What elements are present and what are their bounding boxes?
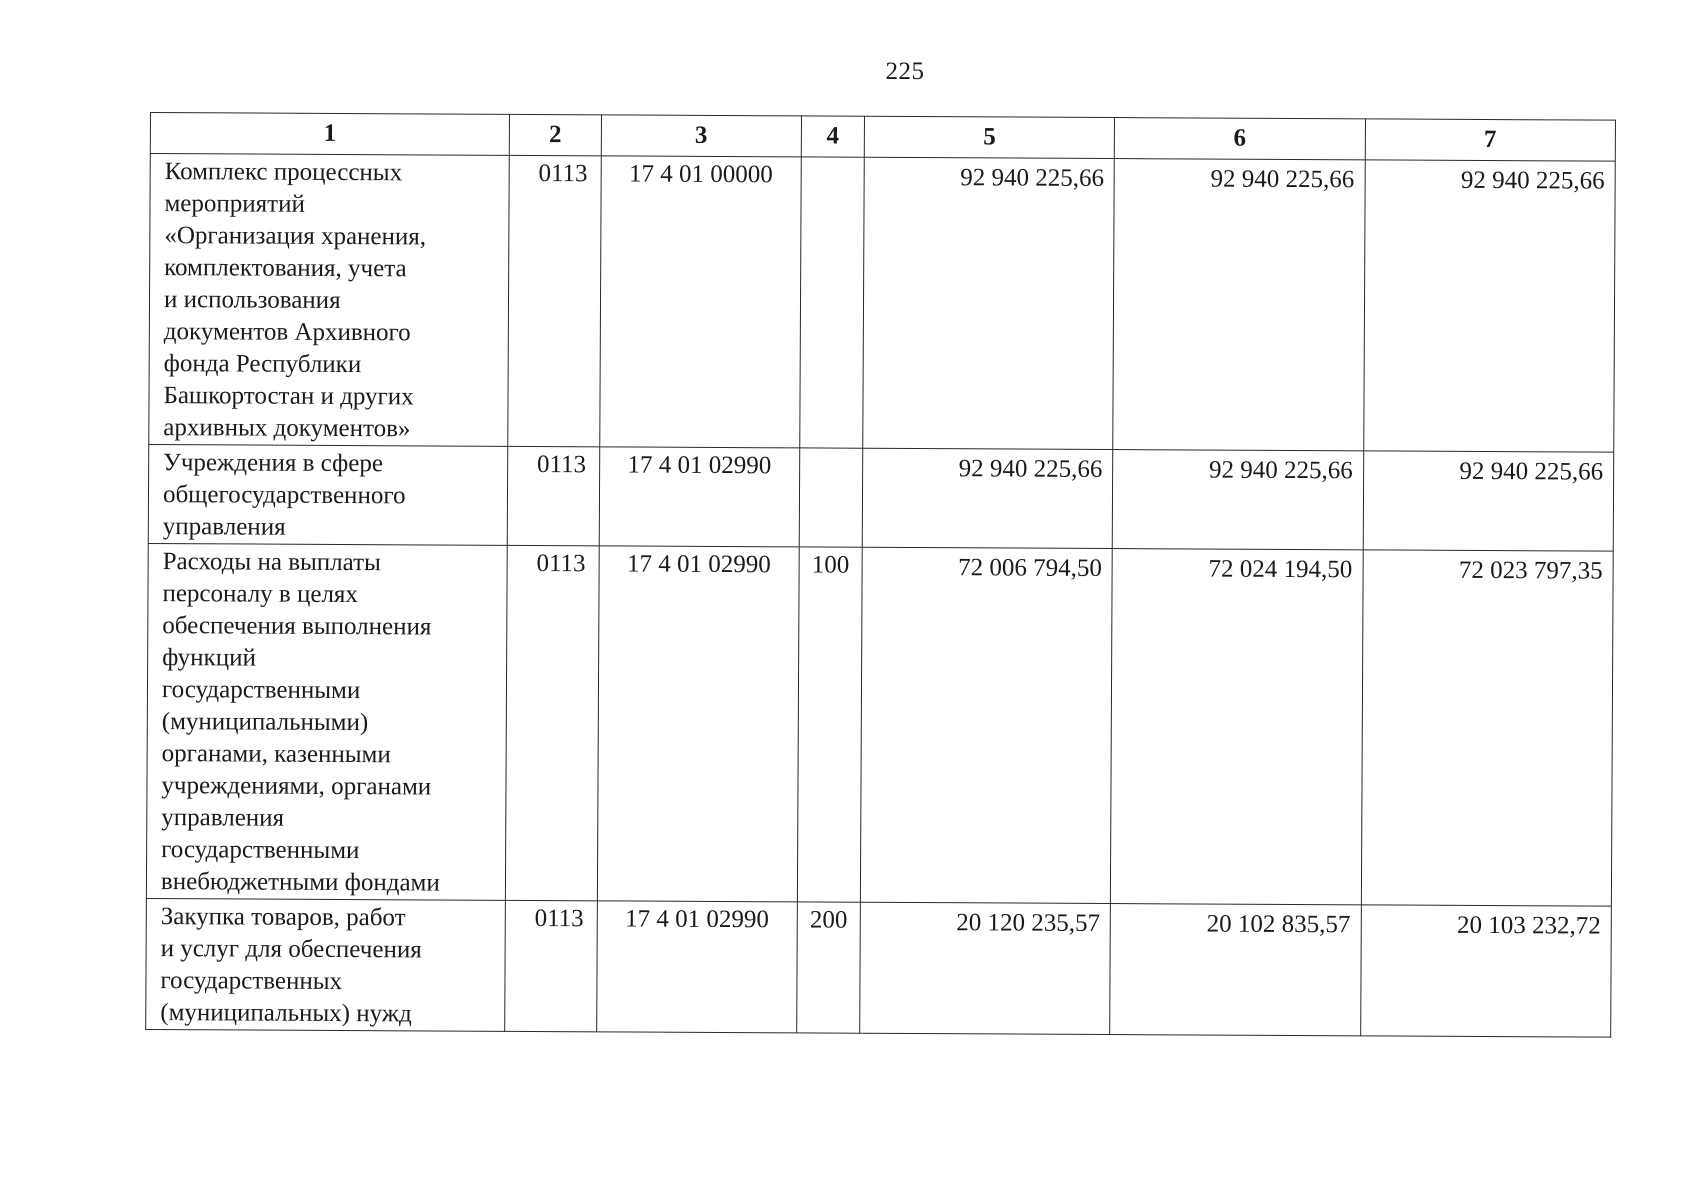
budget-table-container [145, 112, 1616, 1038]
row-amount-1: 20 120 235,57 [860, 902, 1111, 1034]
row-name-cell [149, 154, 510, 447]
row-target: 17 4 01 02990 [596, 901, 797, 1033]
row-amount-2: 92 940 225,66 [1113, 159, 1365, 451]
row-name: Комплекс процессных мероприятий «Организация хранения, комплектования, учета и использования документов Архивного фонда Республики Башкортостан и других архивных документов» [163, 158, 427, 443]
row-amount-3: 92 940 225,66 [1363, 160, 1615, 452]
header-col-7: 7 [1365, 119, 1616, 161]
row-amount-1: 72 006 794,50 [860, 547, 1112, 903]
header-col-2: 2 [509, 114, 601, 155]
row-name: Учреждения в сфере общегосударственного управления [162, 449, 406, 541]
row-target: 17 4 01 00000 [599, 156, 801, 448]
header-col-6: 6 [1115, 118, 1366, 160]
row-name: Закупка товаров, работ и услуг для обеспечения государственных (муниципальных) нужд [160, 903, 422, 1028]
row-amount-2: 72 024 194,50 [1111, 549, 1363, 905]
row-amount-3: 20 103 232,72 [1360, 905, 1611, 1037]
header-col-5: 5 [864, 116, 1115, 158]
header-col-1: 1 [150, 113, 509, 156]
row-expense-type [799, 448, 863, 547]
row-name-cell [146, 898, 506, 1031]
row-expense-type [800, 157, 865, 448]
row-amount-3: 92 940 225,66 [1363, 451, 1614, 551]
row-section: 0113 [506, 545, 599, 900]
row-name-cell [148, 444, 508, 545]
row-amount-3: 72 023 797,35 [1361, 550, 1613, 906]
table-row [149, 154, 1616, 453]
row-section: 0113 [505, 900, 597, 1031]
row-target: 17 4 01 02990 [599, 447, 800, 547]
table-row [146, 898, 1612, 1037]
row-name: Расходы на выплаты персоналу в целях обеспечения выполнения функций государственными (муниципальными) органами, казенными учреждениями, органами управления государственными внебюджетными фондами [160, 548, 440, 897]
row-amount-1: 92 940 225,66 [862, 448, 1113, 548]
header-col-4: 4 [801, 116, 864, 157]
budget-table [145, 112, 1616, 1038]
row-amount-1: 92 940 225,66 [863, 157, 1115, 449]
table-row [146, 543, 1613, 906]
row-amount-2: 20 102 835,57 [1110, 904, 1361, 1036]
row-name-cell [146, 543, 507, 900]
row-section: 0113 [508, 155, 601, 446]
table-row [148, 444, 1613, 551]
row-section: 0113 [507, 446, 599, 545]
row-expense-type: 100 [797, 547, 862, 902]
page-number: 225 [885, 58, 925, 85]
row-target: 17 4 01 02990 [597, 546, 799, 902]
row-amount-2: 92 940 225,66 [1113, 450, 1364, 550]
row-expense-type: 200 [797, 902, 861, 1033]
header-col-3: 3 [601, 115, 801, 157]
